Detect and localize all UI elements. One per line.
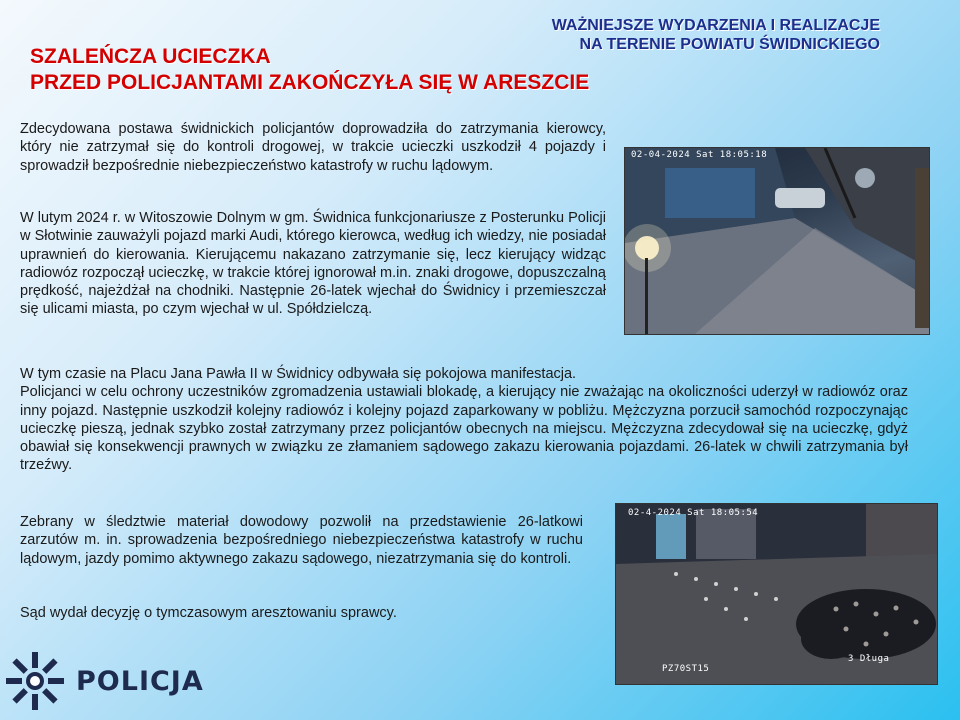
cctv-photo-street <box>624 147 930 335</box>
street-scene-illustration <box>625 148 929 334</box>
paragraph-manifestation-intro: W tym czasie na Placu Jana Pawła II w Świdnicy odbywała się pokojowa manifestacja. <box>20 366 577 382</box>
paragraph-manifestation-body: Policjanci w celu ochrony uczestników zgromadzenia ustawiali blokadę, a kierujący nie zważając na okoliczności uderzył w radiowóz oraz inny pojazd. Następnie uszkodził kolejny radiowóz i kolejny pojazd zaparkowany w pobliżu. Mężczyzna porzucił samochód rozpoczynając ucieczkę pieszą, jednak szybko został zatrzymany przez policjantów obecnych na miejscu. Mężczyzna zdecydował się na ucieczkę, gdyż obawiał się konsekwencji prawnych w związku ze złamaniem sądowego zakazu kierowania pojazdami. 26-latek w chwili zatrzymania był trzeźwy. <box>20 384 908 474</box>
paragraph-charges: Zebrany w śledztwie materiał dowodowy pozwolił na przedstawienie 26-latkowi zarzutów m. in. sprowadzenia bezpośredniego niebezpieczeństwa katastrofy w ruchu lądowym, jazdy pomimo aktywnego zakazu sądowego, niezatrzymania się do kontroli. <box>20 514 583 567</box>
article-title <box>30 44 730 96</box>
cctv-timestamp: 02-4-2024 Sat 18:05:54 <box>628 508 759 518</box>
cctv-photo-square <box>615 503 938 685</box>
police-star-icon <box>4 650 66 712</box>
cctv-timestamp: 02-04-2024 Sat 18:05:18 <box>631 150 768 160</box>
policja-logo-text: POLICJA <box>76 665 204 697</box>
paragraph-court-decision: Sąd wydał decyzję o tymczasowym aresztowaniu sprawcy. <box>20 605 397 621</box>
section-header-line-2: NA TERENIE POWIATU ŚWIDNICKIEGO <box>579 36 880 53</box>
cctv-camera-id: PZ70ST15 <box>662 664 710 674</box>
article-title-line-1: SZALEŃCZA UCIECZKA <box>30 45 271 68</box>
paragraph-chase: W lutym 2024 r. w Witoszowie Dolnym w gm. Świdnica funkcjonariusze z Posterunku Policji w Słotwinie zauważyli pojazd marki Audi, którego kierowca, według ich wiedzy, nie posiadał uprawnień do kierowania. Kierującemu nakazano zatrzymanie się, lecz kierujący widząc radiowóz rozpoczął ucieczkę, w trakcie której ignorował m.in. znaki drogowe, dopuszczalną prędkość, najeżdżał na chodniki. Następnie 26-latek wjechał do Świdnicy i przemieszczał się ulicami miasta, po czym wjechał w ul. Spółdzielczą. <box>20 210 606 318</box>
paragraph-manifestation <box>20 365 908 475</box>
article-title-line-2: PRZED POLICJANTAMI ZAKOŃCZYŁA SIĘ W ARESZCIE <box>30 71 590 94</box>
section-header-line-1: WAŻNIEJSZE WYDARZENIA I REALIZACJE <box>551 17 880 34</box>
cctv-location-label: 3 Długa <box>848 654 890 664</box>
policja-logo <box>4 650 204 712</box>
paragraph-intro: Zdecydowana postawa świdnickich policjantów doprowadziła do zatrzymania kierowcy, który nie zatrzymał się do kontroli drogowej, w trakcie ucieczki uszkodził 4 pojazdy i sprowadził bezpośrednie niebezpieczeństwo katastrofy w ruchu lądowym. <box>20 121 606 174</box>
